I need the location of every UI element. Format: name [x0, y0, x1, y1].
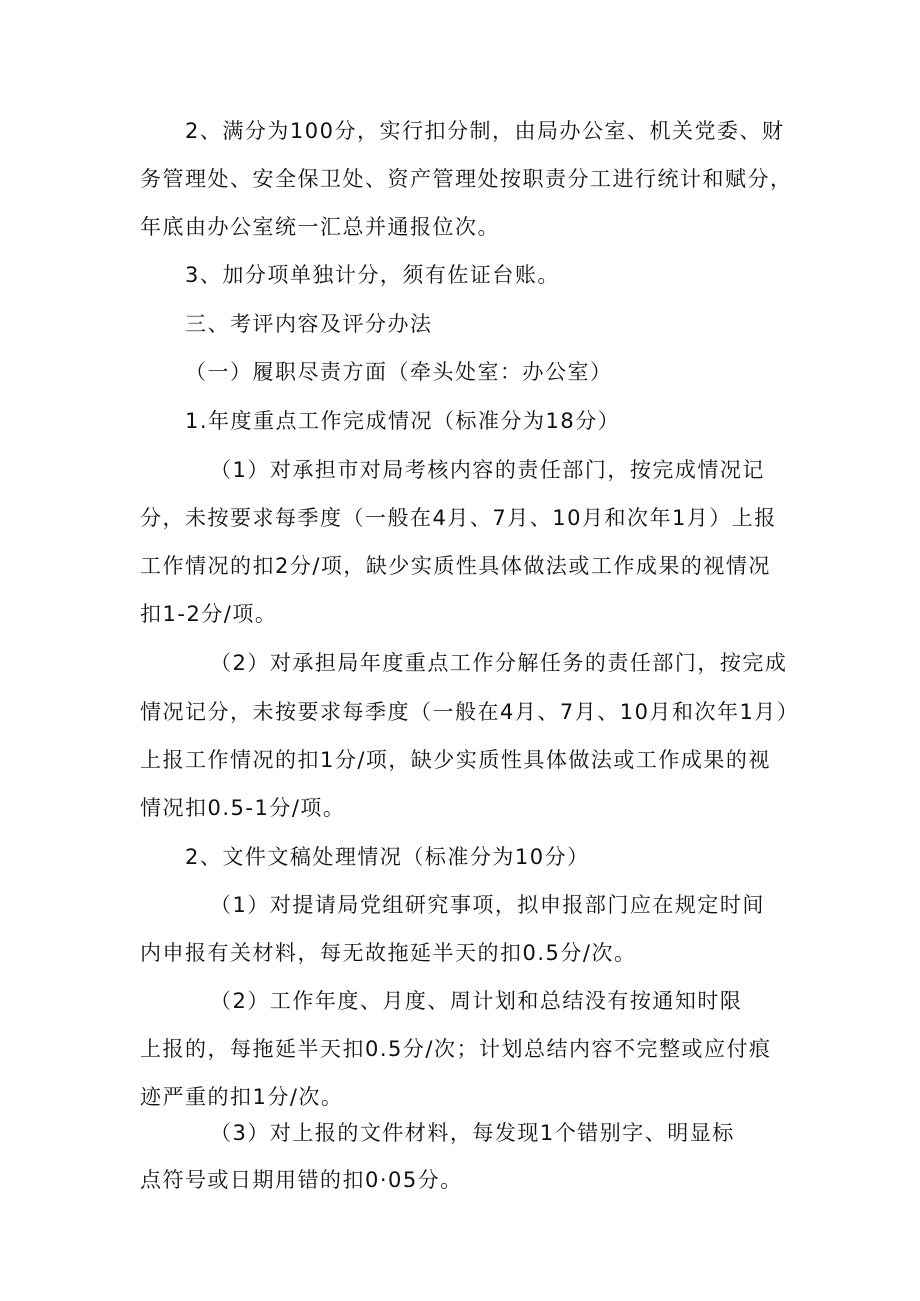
paragraph-line: 工作情况的扣2分/项，缺少实质性具体做法或工作成果的视情况: [140, 554, 771, 578]
paragraph-line: 上报工作情况的扣1分/项，缺少实质性具体做法或工作成果的视: [140, 748, 771, 772]
paragraph-line: 3、加分项单独计分，须有佐证台账。: [185, 263, 560, 287]
paragraph-line: 年底由办公室统一汇总并通报位次。: [140, 215, 500, 239]
paragraph-line: 2、满分为100分，实行扣分制，由局办公室、机关党委、财: [185, 119, 785, 143]
subsection-heading: （一）履职尽责方面（牵头处室：办公室）: [185, 360, 613, 384]
paragraph-line: （1）对承担市对局考核内容的责任部门，按完成情况记: [210, 458, 765, 482]
paragraph-line: 分，未按要求每季度（一般在4月、7月、10月和次年1月）上报: [140, 506, 777, 530]
paragraph-line: 情况记分，未按要求每季度（一般在4月、7月、10月和次年1月）: [140, 700, 800, 724]
paragraph-line: （2）对承担局年度重点工作分解任务的责任部门，按完成: [210, 651, 788, 675]
paragraph-line: 情况扣0.5-1分/项。: [140, 796, 346, 820]
paragraph-line: 点符号或日期用错的扣0·05分。: [140, 1168, 463, 1192]
paragraph-line: 迹严重的扣1分/次。: [140, 1085, 344, 1109]
paragraph-line: 内申报有关材料，每无故拖延半天的扣0.5分/次。: [140, 941, 637, 965]
paragraph-line: 务管理处、安全保卫处、资产管理处按职责分工进行统计和赋分，: [140, 167, 793, 191]
paragraph-line: （2）工作年度、月度、周计划和总结没有按通知时限: [210, 989, 743, 1013]
section-heading: 三、考评内容及评分办法: [185, 312, 433, 336]
paragraph-line: （1）对提请局党组研究事项，拟申报部门应在规定时间: [210, 893, 765, 917]
paragraph-line: （3）对上报的文件材料，每发现1个错别字、明显标: [210, 1121, 735, 1145]
paragraph-line: 扣1-2分/项。: [140, 602, 278, 626]
paragraph-line: 上报的，每拖延半天扣0.5分/次；计划总结内容不完整或应付痕: [140, 1037, 772, 1061]
item-heading: 1.年度重点工作完成情况（标准分为18分）: [185, 409, 621, 433]
item-heading: 2、文件文稿处理情况（标准分为10分）: [185, 845, 590, 869]
